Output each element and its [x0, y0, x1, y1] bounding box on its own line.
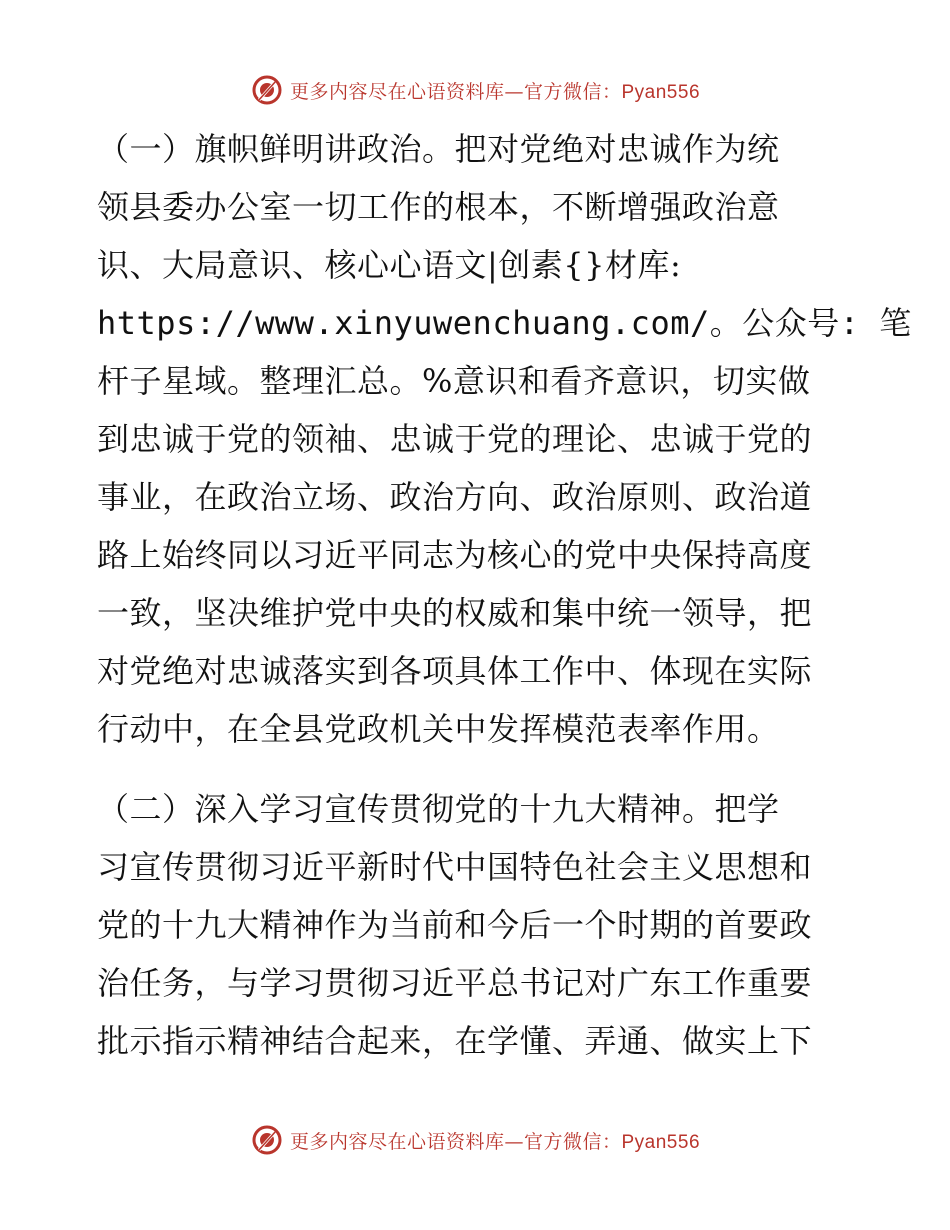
text-line: 领县委办公室一切工作的根本，不断增强政治意 [97, 188, 780, 226]
wechat-account: Pyan556 [621, 1131, 701, 1153]
text-line: 党的十九大精神作为当前和今后一个时期的首要政 [97, 906, 813, 944]
footer-banner [0, 1120, 950, 1160]
pen-logo-icon [250, 1123, 284, 1157]
text-line: 识、大局意识、核心心语文|创素{}材库: [97, 246, 682, 284]
text-line: 批示指示精神结合起来，在学懂、弄通、做实上下 [97, 1022, 813, 1060]
text-line: 习宣传贯彻习近平新时代中国特色社会主义思想和 [97, 848, 813, 886]
footer-banner-text: 更多内容尽在心语资料库—官方微信：Pyan556 [289, 1130, 701, 1153]
text-line: （二）深入学习宣传贯彻党的十九大精神。把学 [97, 790, 780, 828]
header-banner-text: 更多内容尽在心语资料库—官方微信：Pyan556 [289, 80, 701, 103]
paragraph-1 [97, 120, 912, 758]
text-line: 事业，在政治立场、政治方向、政治原则、政治道 [97, 478, 813, 516]
text-line: 对党绝对忠诚落实到各项具体工作中、体现在实际 [97, 652, 813, 690]
text-line: 到忠诚于党的领袖、忠诚于党的理论、忠诚于党的 [97, 420, 813, 458]
text-line: 一致，坚决维护党中央的权威和集中统一领导，把 [97, 594, 813, 632]
header-banner [0, 70, 950, 110]
text-line: 路上始终同以习近平同志为核心的党中央保持高度 [97, 536, 813, 574]
paragraph-2 [97, 780, 857, 1070]
pen-logo-icon [250, 73, 284, 107]
wechat-account: Pyan556 [621, 81, 701, 103]
text-line: 治任务，与学习贯彻习近平总书记对广东工作重要 [97, 964, 813, 1002]
text-line: 杆子星域。整理汇总。%意识和看齐意识，切实做 [97, 362, 811, 400]
text-line-url: https://www.xinyuwenchuang.com/。公众号: 笔 [97, 304, 912, 342]
text-line: （一）旗帜鲜明讲政治。把对党绝对忠诚作为统 [97, 130, 780, 168]
text-line: 行动中，在全县党政机关中发挥模范表率作用。 [97, 710, 780, 748]
